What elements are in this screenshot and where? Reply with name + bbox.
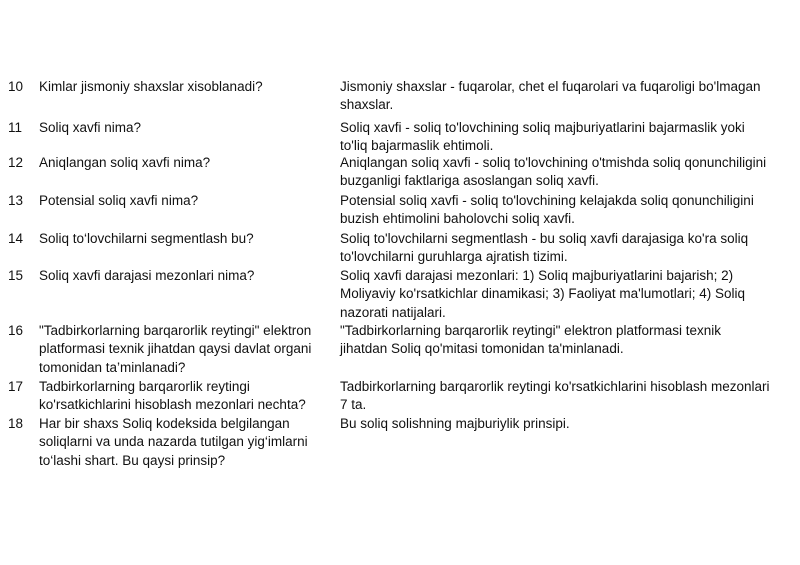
row-number: 16: [8, 323, 24, 338]
question-cell: Potensial soliq xavfi nima?: [39, 193, 199, 208]
row-number: 12: [8, 155, 24, 170]
answer-cell: Soliq xavfi - soliq to'lovchining soliq majburiyatlarini bajarmaslik yoki to'liq bajarmaslik ehtimoli.: [340, 120, 745, 154]
row-number: 11: [8, 120, 23, 135]
question-cell: Har bir shaxs Soliq kodeksida belgilangan soliqlarni va unda nazarda tutilgan yig‘imlarni to‘lashi shart. Bu qaysi prinsip?: [39, 416, 308, 468]
row-number: 14: [8, 231, 24, 246]
row-number: 17: [8, 379, 24, 394]
answer-cell: Aniqlangan soliq xavfi - soliq to'lovchining o'tmishda soliq qonunchiligini buzganligi faktlariga asoslangan soliq xavfi.: [340, 155, 767, 189]
answer-cell: "Tadbirkorlarning barqarorlik reytingi" elektron platformasi texnik jihatdan Soliq qo'mitasi tomonidan ta'minlanadi.: [340, 323, 721, 357]
question-cell: Soliq to‘lovchilarni segmentlash bu?: [39, 231, 254, 246]
row-number: 13: [8, 193, 24, 208]
row-number: 10: [8, 79, 24, 94]
answer-cell: Tadbirkorlarning barqarorlik reytingi ko'rsatkichlarini hisoblash mezonlari 7 ta.: [340, 379, 770, 413]
row-number: 15: [8, 268, 24, 283]
question-cell: Soliq xavfi darajasi mezonlari nima?: [39, 268, 255, 283]
question-cell: Tadbirkorlarning barqarorlik reytingi ko'rsatkichlarini hisoblash mezonlari nechta?: [39, 379, 306, 413]
question-cell: Kimlar jismoniy shaxslar xisoblanadi?: [39, 79, 263, 94]
answer-cell: Soliq to'lovchilarni segmentlash - bu soliq xavfi darajasiga ko'ra soliq to'lovchilarni guruhlarga ajratish tizimi.: [340, 231, 749, 265]
question-cell: Aniqlangan soliq xavfi nima?: [39, 155, 211, 170]
question-cell: "Tadbirkorlarning barqarorlik reytingi" elektron platformasi texnik jihatdan qaysi davlat organi tomonidan ta’minlanadi?: [39, 323, 312, 375]
answer-cell: Soliq xavfi darajasi mezonlari: 1) Soliq majburiyatlarini bajarish; 2) Moliyaviy ko'rsatkichlar dinamikasi; 3) Faoliyat ma'lumotlari; 4) Soliq nazorati natijalari.: [340, 268, 746, 320]
answer-cell: Jismoniy shaxslar - fuqarolar, chet el fuqarolari va fuqaroligi bo'lmagan shaxslar.: [340, 79, 761, 113]
answer-cell: Bu soliq solishning majburiylik prinsipi.: [340, 416, 570, 431]
answer-cell: Potensial soliq xavfi - soliq to'lovchining kelajakda soliq qonunchiligini buzish ehtimolini baholovchi soliq xavfi.: [340, 193, 754, 227]
row-number: 18: [8, 416, 24, 431]
question-cell: Soliq xavfi nima?: [39, 120, 142, 135]
